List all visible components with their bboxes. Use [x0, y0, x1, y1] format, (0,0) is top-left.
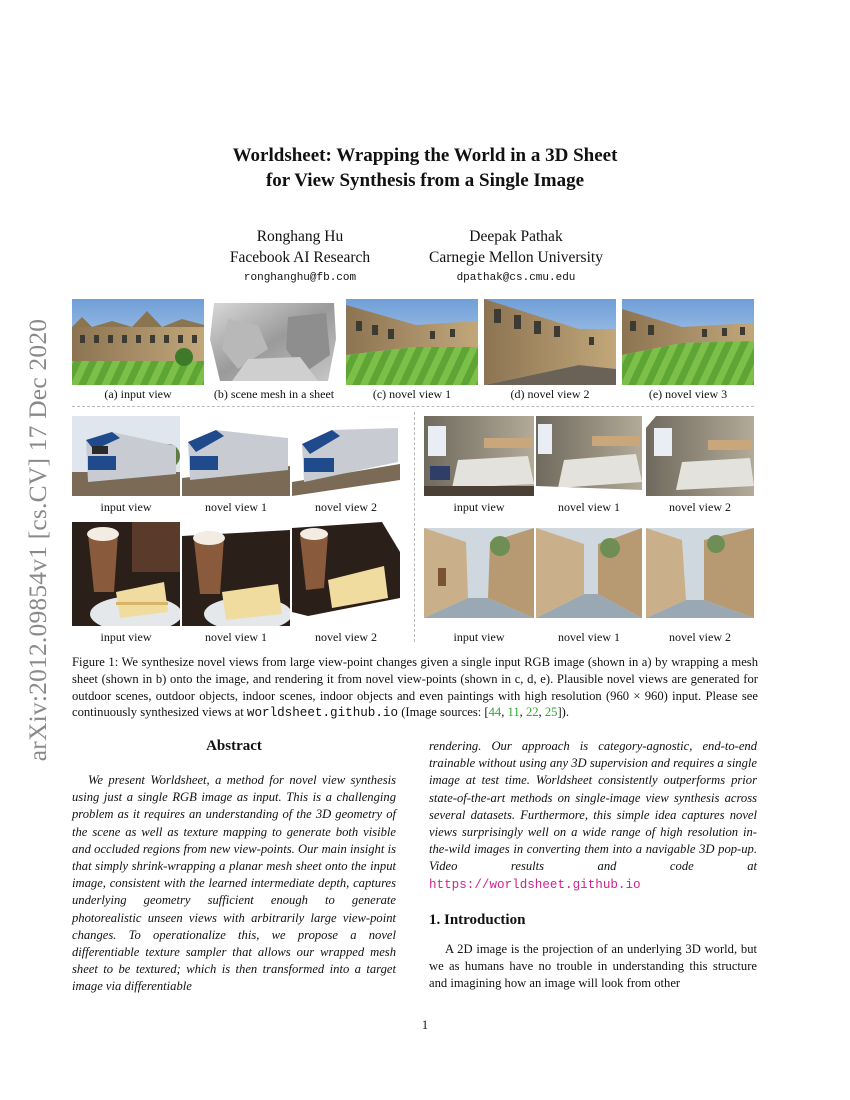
figure-image-bedroom-input — [424, 416, 534, 496]
author-name: Deepak Pathak — [469, 228, 563, 245]
figure-caption-b: (b) scene mesh in a sheet — [213, 387, 335, 401]
figure-caption-url[interactable]: worldsheet.github.io — [246, 706, 399, 721]
figure-image-bedroom-novel-1 — [536, 416, 642, 496]
abstract-text-right-block — [429, 738, 757, 894]
figure-image-painting-input — [424, 528, 534, 618]
author-block-1 — [190, 226, 410, 289]
figure-divider-vertical — [414, 412, 415, 642]
paper-title-line2: for View Synthesis from a Single Image — [265, 170, 585, 191]
figure-caption-text: Figure 1: We synthesize novel views from large view-point changes given a single input RGB image (shown in a) by wrapping a mesh sheet (shown in b) onto the image, and rendering it from novel view-points (shown in c, d, e). Plausible novel views are generated for outdoor scenes, outdoor objects, indoor scenes, indoor objects and even paintings with high resolution (960 × 960) input. Please see continuously synthesized views at — [72, 655, 758, 720]
paper-title-line1: Worldsheet: Wrapping the World in a 3D Sheet — [232, 145, 618, 166]
citation-ref[interactable]: 44 — [488, 705, 502, 720]
introduction-text: A 2D image is the projection of an underlying 3D world, but we as humans have no trouble in understanding this structure and imagining how an image will look from other — [429, 942, 757, 991]
grid-caption-bedroom-input: input view — [453, 500, 505, 514]
figure-image-scene-mesh-b — [208, 299, 340, 385]
grid-caption-bedroom-novel-1: novel view 1 — [558, 500, 620, 514]
figure-image-train-novel-1 — [182, 416, 290, 496]
figure-image-bedroom-novel-2 — [646, 416, 754, 496]
grid-caption-bedroom-novel-2: novel view 2 — [669, 500, 731, 514]
abstract-text-right: rendering. Our approach is category-agnostic, end-to-end trainable without using any 3D supervision and requires a single image at test time. Worldsheet consistently outperforms prior state-of-the-art methods on single-image view synthesis across several datasets. Furthermore, this simple idea captures novel views surprisingly well on a wide range of high resolution in-the-wild images in converting them into a navigable 3D pop-up. Video results and code at — [429, 739, 757, 874]
arxiv-identifier: arXiv:2012.09854v1 [cs.CV] 17 Dec 2020 — [23, 318, 52, 762]
figure-caption-e: (e) novel view 3 — [648, 387, 728, 401]
grid-caption-cake-novel-1: novel view 1 — [205, 630, 267, 644]
figure-image-novel-view-e — [622, 299, 754, 385]
author-affiliation: Facebook AI Research — [229, 249, 371, 266]
figure-image-train-input — [72, 416, 180, 496]
figure-caption-d: (d) novel view 2 — [510, 387, 590, 401]
figure-image-novel-view-d — [484, 299, 616, 385]
author-block-2 — [406, 226, 626, 289]
figure-caption-sources-suffix: ]). — [557, 705, 569, 720]
author-affiliation: Carnegie Mellon University — [429, 249, 603, 266]
grid-caption-train-novel-2: novel view 2 — [315, 500, 377, 514]
figure-caption-a: (a) input view — [104, 387, 172, 401]
figure-image-cake-novel-2 — [292, 522, 400, 626]
abstract-text-left: We present Worldsheet, a method for novel view synthesis using just a single RGB image as input. This is a challenging problem as it requires an understanding of the 3D geometry of the scene as well as texture mapping to generate both visible and occluded regions from new view-points. Our main insight is that simply shrink-wrapping a planar mesh sheet onto the input image, consistent with the learned intermediate depth, captures underlying geometry sufficient enough to generate photorealistic unseen views with arbitrarily large view-point changes. To operationalize this, we propose a novel differentiable texture sampler that allows our wrapped mesh sheet to be textured; which is then transformed into a target image via differentiable — [72, 773, 396, 994]
figure-caption-sources-prefix: (Image sources: [ — [398, 705, 489, 720]
introduction-heading: 1. Introduction — [429, 912, 526, 928]
grid-caption-train-input: input view — [100, 500, 152, 514]
figure-divider-horizontal — [72, 406, 754, 407]
figure-image-train-novel-2 — [292, 416, 400, 496]
figure-image-painting-novel-1 — [536, 528, 642, 618]
grid-caption-painting-novel-1: novel view 1 — [558, 630, 620, 644]
grid-caption-cake-novel-2: novel view 2 — [315, 630, 377, 644]
grid-caption-train-novel-1: novel view 1 — [205, 500, 267, 514]
figure-image-cake-novel-1 — [182, 522, 290, 626]
figure-1-caption: Figure 1: We synthesize novel views from large view-point changes given a single input RGB image (shown in a) by wrapping a mesh sheet (shown in b) onto the image, and rendering it from novel view-points (shown in c, d, e). Plausible novel views are generated for outdoor scenes, outdoor objects, indoor scenes, indoor objects and even paintings with high resolution (960 × 960) input. Please see continuously synthesized views at worldsheet.github.io (Image sources: [44, 11, 22, 25]). — [72, 655, 758, 721]
page-number: 1 — [421, 1018, 429, 1032]
figure-image-input-view-a — [72, 299, 204, 385]
citation-ref[interactable]: 11 — [507, 705, 520, 720]
grid-caption-painting-novel-2: novel view 2 — [669, 630, 731, 644]
citation-ref[interactable]: 25 — [544, 705, 558, 720]
abstract-heading: Abstract — [206, 738, 262, 754]
figure-caption-c: (c) novel view 1 — [372, 387, 452, 401]
figure-image-cake-input — [72, 522, 180, 626]
grid-caption-painting-input: input view — [453, 630, 505, 644]
figure-image-painting-novel-2 — [646, 528, 754, 618]
figure-image-novel-view-c — [346, 299, 478, 385]
abstract-link[interactable]: https://worldsheet.github.io — [429, 877, 641, 892]
author-email[interactable]: ronghanghu@fb.com — [243, 272, 357, 284]
author-name: Ronghang Hu — [256, 228, 344, 245]
citation-ref[interactable]: 22 — [525, 705, 539, 720]
grid-caption-cake-input: input view — [100, 630, 152, 644]
author-email[interactable]: dpathak@cs.cmu.edu — [456, 272, 576, 284]
